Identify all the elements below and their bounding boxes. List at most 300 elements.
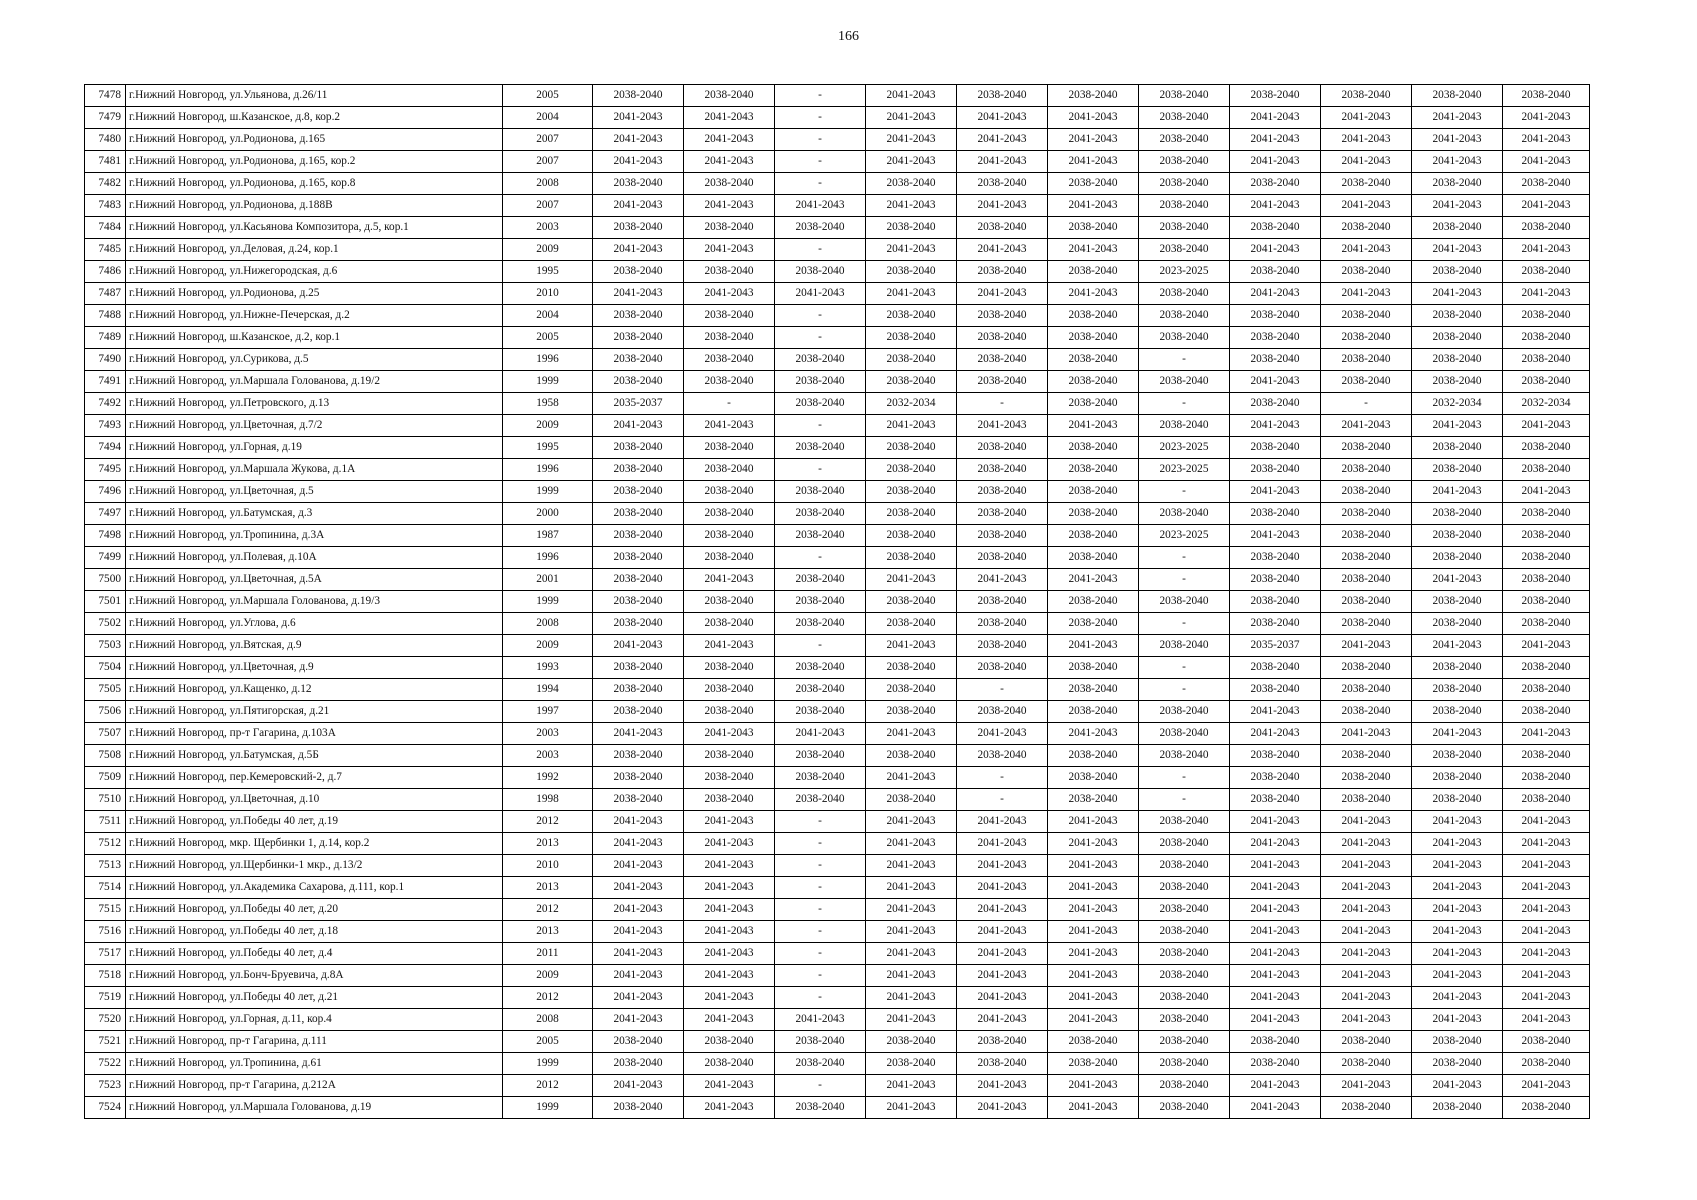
repair-period-cell: 2038-2040 [1503,349,1590,371]
repair-period-cell: 2041-2043 [957,283,1048,305]
repair-period-cell: 2041-2043 [1503,283,1590,305]
repair-period-cell: 2041-2043 [593,107,684,129]
repair-period-cell: 2038-2040 [1412,261,1503,283]
address-cell: г.Нижний Новгород, пр-т Гагарина, д.103А [126,723,503,745]
construction-year-cell: 2003 [503,217,593,239]
repair-period-cell: 2038-2040 [593,701,684,723]
repair-period-cell: 2041-2043 [1412,833,1503,855]
repair-period-cell: 2041-2043 [866,107,957,129]
row-number-cell: 7490 [85,349,126,371]
construction-year-cell: 1995 [503,437,593,459]
repair-period-cell: 2038-2040 [1048,679,1139,701]
construction-year-cell: 2009 [503,239,593,261]
repair-period-cell: 2041-2043 [593,855,684,877]
repair-period-cell: 2038-2040 [1321,85,1412,107]
repair-period-cell: 2032-2034 [1503,393,1590,415]
repair-period-cell: 2038-2040 [1321,547,1412,569]
repair-period-cell: 2038-2040 [684,547,775,569]
repair-period-cell: 2038-2040 [1503,1097,1590,1119]
repair-period-cell: 2038-2040 [1230,217,1321,239]
repair-period-cell: 2041-2043 [1412,569,1503,591]
repair-period-cell: 2038-2040 [1412,679,1503,701]
repair-period-cell: 2035-2037 [593,393,684,415]
table-row [85,591,1590,613]
repair-period-cell: - [775,173,866,195]
construction-year-cell: 2011 [503,943,593,965]
repair-period-cell: 2041-2043 [1321,129,1412,151]
repair-period-cell: 2038-2040 [1503,657,1590,679]
construction-year-cell: 2013 [503,877,593,899]
repair-period-cell: - [775,305,866,327]
repair-period-cell: 2038-2040 [866,525,957,547]
repair-period-cell: 2038-2040 [957,745,1048,767]
row-number-cell: 7501 [85,591,126,613]
repair-period-cell: 2023-2025 [1139,437,1230,459]
repair-period-cell: 2038-2040 [1048,789,1139,811]
repair-period-cell: 2041-2043 [866,635,957,657]
row-number-cell: 7500 [85,569,126,591]
row-number-cell: 7517 [85,943,126,965]
repair-period-cell: 2041-2043 [684,987,775,1009]
repair-period-cell: 2038-2040 [775,525,866,547]
repair-period-cell: 2038-2040 [1412,349,1503,371]
repair-period-cell: 2041-2043 [684,1009,775,1031]
repair-period-cell: - [1139,481,1230,503]
repair-period-cell: 2041-2043 [866,239,957,261]
repair-period-cell: 2038-2040 [684,305,775,327]
table-row [85,393,1590,415]
row-number-cell: 7518 [85,965,126,987]
repair-period-cell: 2038-2040 [1412,85,1503,107]
repair-period-cell: 2038-2040 [957,701,1048,723]
repair-period-cell: - [1321,393,1412,415]
repair-period-cell: 2038-2040 [593,1097,684,1119]
repair-period-cell: 2038-2040 [1412,745,1503,767]
repair-period-cell: 2038-2040 [1321,459,1412,481]
construction-year-cell: 2005 [503,327,593,349]
row-number-cell: 7495 [85,459,126,481]
repair-period-cell: 2038-2040 [1048,349,1139,371]
repair-period-cell: 2041-2043 [1412,855,1503,877]
address-cell: г.Нижний Новгород, ул.Пятигорская, д.21 [126,701,503,723]
repair-period-cell: 2023-2025 [1139,459,1230,481]
repair-period-cell: 2038-2040 [1321,1031,1412,1053]
repair-period-cell: 2041-2043 [593,921,684,943]
repair-period-cell: 2041-2043 [1321,635,1412,657]
address-cell: г.Нижний Новгород, ул.Маршала Голованова, д.19 [126,1097,503,1119]
construction-year-cell: 1999 [503,1053,593,1075]
repair-period-cell: 2038-2040 [1139,85,1230,107]
row-number-cell: 7515 [85,899,126,921]
repair-period-cell: 2038-2040 [1321,701,1412,723]
repair-period-cell: 2041-2043 [684,811,775,833]
repair-period-cell: 2041-2043 [1048,987,1139,1009]
address-cell: г.Нижний Новгород, пр-т Гагарина, д.212А [126,1075,503,1097]
repair-period-cell: 2038-2040 [1412,503,1503,525]
repair-period-cell: 2038-2040 [1139,239,1230,261]
repair-period-cell: 2038-2040 [775,745,866,767]
address-cell: г.Нижний Новгород, ул.Родионова, д.188В [126,195,503,217]
repair-period-cell: 2038-2040 [593,657,684,679]
repair-period-cell: 2038-2040 [1139,745,1230,767]
repair-period-cell: 2038-2040 [593,679,684,701]
repair-period-cell: 2038-2040 [1048,525,1139,547]
repair-period-cell: 2041-2043 [775,195,866,217]
repair-period-cell: 2038-2040 [1139,283,1230,305]
repair-period-cell: - [775,899,866,921]
repair-period-cell: 2041-2043 [957,877,1048,899]
table-row [85,833,1590,855]
repair-period-cell: 2041-2043 [1321,943,1412,965]
repair-period-cell: 2038-2040 [1321,305,1412,327]
repair-period-cell: 2038-2040 [1139,877,1230,899]
repair-period-cell: 2038-2040 [866,459,957,481]
repair-period-cell: 2041-2043 [1048,415,1139,437]
repair-period-cell: 2041-2043 [1321,899,1412,921]
repair-period-cell: 2041-2043 [684,723,775,745]
address-cell: г.Нижний Новгород, ул.Деловая, д.24, кор.1 [126,239,503,261]
repair-period-cell: 2038-2040 [957,349,1048,371]
repair-period-cell: 2041-2043 [684,415,775,437]
repair-period-cell: 2041-2043 [684,151,775,173]
repair-period-cell: 2041-2043 [957,833,1048,855]
repair-period-cell: - [775,877,866,899]
repair-period-cell: 2041-2043 [1048,833,1139,855]
repair-period-cell: 2041-2043 [866,855,957,877]
repair-period-cell: 2041-2043 [957,1009,1048,1031]
row-number-cell: 7507 [85,723,126,745]
repair-period-cell: - [1139,789,1230,811]
repair-period-cell: 2041-2043 [593,987,684,1009]
construction-year-cell: 2010 [503,283,593,305]
table-row [85,195,1590,217]
repair-period-cell: 2041-2043 [1230,1009,1321,1031]
repair-period-cell: 2038-2040 [1048,327,1139,349]
address-cell: г.Нижний Новгород, ул.Петровского, д.13 [126,393,503,415]
construction-year-cell: 2007 [503,129,593,151]
repair-period-cell: 2041-2043 [957,811,1048,833]
repair-period-cell: 2038-2040 [1412,525,1503,547]
repair-period-cell: 2038-2040 [1048,1031,1139,1053]
repair-period-cell: 2038-2040 [1230,767,1321,789]
repair-period-cell: 2038-2040 [1412,459,1503,481]
repair-period-cell: 2041-2043 [593,283,684,305]
repair-period-cell: 2038-2040 [957,591,1048,613]
repair-period-cell: 2038-2040 [957,503,1048,525]
row-number-cell: 7489 [85,327,126,349]
repair-period-cell: 2038-2040 [866,1031,957,1053]
repair-period-cell: 2041-2043 [1048,195,1139,217]
repair-period-cell: 2038-2040 [1048,503,1139,525]
repair-period-cell: 2038-2040 [1412,767,1503,789]
repair-period-cell: 2041-2043 [1503,987,1590,1009]
repair-period-cell: 2038-2040 [1503,547,1590,569]
repair-period-cell: 2041-2043 [866,1009,957,1031]
row-number-cell: 7523 [85,1075,126,1097]
address-cell: г.Нижний Новгород, ул.Маршала Жукова, д.1А [126,459,503,481]
repair-period-cell: 2041-2043 [1230,701,1321,723]
repair-period-cell: 2041-2043 [593,877,684,899]
repair-period-cell: 2038-2040 [1412,657,1503,679]
repair-period-cell: 2041-2043 [1048,723,1139,745]
repair-period-cell: 2041-2043 [1321,239,1412,261]
repair-period-cell: - [1139,569,1230,591]
repair-period-cell: 2038-2040 [866,327,957,349]
repair-period-cell: 2038-2040 [684,767,775,789]
repair-period-cell: 2041-2043 [775,283,866,305]
repair-period-cell: 2038-2040 [684,1053,775,1075]
repair-period-cell: 2041-2043 [1230,987,1321,1009]
repair-period-cell: 2041-2043 [1412,151,1503,173]
repair-period-cell: 2041-2043 [1503,151,1590,173]
repair-period-cell: 2041-2043 [593,943,684,965]
repair-period-cell: 2038-2040 [1048,701,1139,723]
row-number-cell: 7514 [85,877,126,899]
repair-period-cell: 2038-2040 [1139,899,1230,921]
repair-period-cell: 2041-2043 [593,899,684,921]
repair-period-cell: 2041-2043 [866,85,957,107]
table-row [85,613,1590,635]
repair-period-cell: 2038-2040 [1048,393,1139,415]
repair-period-cell: 2038-2040 [684,745,775,767]
repair-period-cell: 2038-2040 [593,349,684,371]
repair-period-cell: 2041-2043 [1412,811,1503,833]
repair-period-cell: 2041-2043 [1412,877,1503,899]
construction-year-cell: 2010 [503,855,593,877]
repair-period-cell: 2038-2040 [866,745,957,767]
repair-period-cell: 2041-2043 [1048,239,1139,261]
repair-period-cell: 2038-2040 [775,481,866,503]
repair-period-cell: 2038-2040 [1412,1053,1503,1075]
repair-period-cell: 2041-2043 [1230,723,1321,745]
repair-period-cell: 2041-2043 [1321,107,1412,129]
row-number-cell: 7497 [85,503,126,525]
repair-period-cell: 2038-2040 [684,173,775,195]
address-cell: г.Нижний Новгород, ул.Углова, д.6 [126,613,503,635]
repair-period-cell: 2038-2040 [1321,745,1412,767]
repair-period-cell: 2038-2040 [1139,943,1230,965]
construction-year-cell: 1999 [503,371,593,393]
repair-period-cell: 2041-2043 [1048,965,1139,987]
repair-period-cell: 2041-2043 [593,415,684,437]
repair-period-cell: 2035-2037 [1230,635,1321,657]
row-number-cell: 7516 [85,921,126,943]
repair-period-cell: 2041-2043 [1503,877,1590,899]
table-row [85,107,1590,129]
repair-period-cell: 2041-2043 [957,239,1048,261]
construction-year-cell: 2004 [503,305,593,327]
repair-period-cell: 2038-2040 [1230,569,1321,591]
repair-period-cell: 2041-2043 [684,943,775,965]
repair-period-cell: 2041-2043 [1321,151,1412,173]
row-number-cell: 7482 [85,173,126,195]
repair-period-cell: 2038-2040 [1412,701,1503,723]
repair-period-cell: 2038-2040 [866,217,957,239]
repair-period-cell: 2038-2040 [1048,481,1139,503]
repair-period-cell: 2041-2043 [593,723,684,745]
repair-period-cell: - [775,415,866,437]
address-cell: г.Нижний Новгород, ул.Цветочная, д.7/2 [126,415,503,437]
registry-body [85,85,1590,1119]
table-row [85,525,1590,547]
repair-period-cell: 2038-2040 [866,371,957,393]
repair-period-cell: 2041-2043 [1048,943,1139,965]
repair-period-cell: - [957,679,1048,701]
table-row [85,569,1590,591]
address-cell: г.Нижний Новгород, ул.Нижегородская, д.6 [126,261,503,283]
repair-period-cell: 2038-2040 [866,261,957,283]
repair-period-cell: 2041-2043 [1503,481,1590,503]
row-number-cell: 7504 [85,657,126,679]
row-number-cell: 7492 [85,393,126,415]
table-row [85,1075,1590,1097]
repair-period-cell: 2038-2040 [1230,393,1321,415]
repair-period-cell: 2041-2043 [593,965,684,987]
construction-year-cell: 2001 [503,569,593,591]
repair-period-cell: 2038-2040 [684,437,775,459]
repair-period-cell: 2038-2040 [1139,415,1230,437]
address-cell: г.Нижний Новгород, ул.Родионова, д.165 [126,129,503,151]
repair-period-cell: - [775,459,866,481]
repair-period-cell: 2038-2040 [775,393,866,415]
repair-period-cell: 2041-2043 [1412,239,1503,261]
repair-period-cell: 2041-2043 [1412,129,1503,151]
row-number-cell: 7481 [85,151,126,173]
repair-period-cell: - [775,943,866,965]
repair-period-cell: 2041-2043 [957,921,1048,943]
repair-period-cell: 2038-2040 [775,437,866,459]
repair-period-cell: 2038-2040 [1503,503,1590,525]
repair-period-cell: 2041-2043 [1503,921,1590,943]
table-row [85,1097,1590,1119]
construction-year-cell: 2012 [503,987,593,1009]
repair-period-cell: 2038-2040 [1230,327,1321,349]
repair-period-cell: 2041-2043 [1230,811,1321,833]
repair-period-cell: 2038-2040 [775,569,866,591]
repair-period-cell: 2041-2043 [684,635,775,657]
construction-year-cell: 1999 [503,481,593,503]
repair-period-cell: 2038-2040 [593,459,684,481]
row-number-cell: 7484 [85,217,126,239]
repair-period-cell: 2038-2040 [775,767,866,789]
repair-period-cell: 2038-2040 [957,525,1048,547]
repair-period-cell: 2041-2043 [684,1075,775,1097]
table-row [85,789,1590,811]
construction-year-cell: 2009 [503,965,593,987]
construction-year-cell: 2005 [503,1031,593,1053]
page-number: 166 [838,29,859,44]
repair-period-cell: 2038-2040 [1139,327,1230,349]
repair-period-cell: 2038-2040 [1048,613,1139,635]
repair-period-cell: 2041-2043 [1230,855,1321,877]
repair-period-cell: 2041-2043 [1230,965,1321,987]
address-cell: г.Нижний Новгород, ул.Цветочная, д.5 [126,481,503,503]
repair-period-cell: 2041-2043 [1412,195,1503,217]
repair-period-cell: 2041-2043 [1503,239,1590,261]
address-cell: г.Нижний Новгород, ул.Касьянова Композитора, д.5, кор.1 [126,217,503,239]
repair-period-cell: 2041-2043 [1048,283,1139,305]
repair-period-cell: 2041-2043 [1321,833,1412,855]
repair-period-cell: 2038-2040 [1139,811,1230,833]
repair-period-cell: 2038-2040 [1048,173,1139,195]
repair-period-cell: 2038-2040 [1048,459,1139,481]
row-number-cell: 7496 [85,481,126,503]
address-cell: г.Нижний Новгород, ул.Батумская, д.3 [126,503,503,525]
repair-period-cell: - [775,635,866,657]
repair-period-cell: 2041-2043 [1503,129,1590,151]
repair-period-cell: 2038-2040 [1321,349,1412,371]
construction-year-cell: 2009 [503,635,593,657]
repair-period-cell: 2041-2043 [1230,877,1321,899]
repair-period-cell: 2038-2040 [593,481,684,503]
repair-period-cell: 2041-2043 [684,855,775,877]
table-row [85,547,1590,569]
repair-period-cell: 2041-2043 [1503,855,1590,877]
table-row [85,261,1590,283]
repair-period-cell: 2038-2040 [1503,789,1590,811]
repair-period-cell: 2038-2040 [1139,833,1230,855]
repair-period-cell: 2041-2043 [1321,855,1412,877]
repair-period-cell: 2038-2040 [1048,767,1139,789]
table-row [85,283,1590,305]
repair-period-cell: 2041-2043 [1230,921,1321,943]
repair-period-cell: 2038-2040 [1230,679,1321,701]
table-row [85,811,1590,833]
repair-period-cell: 2041-2043 [866,877,957,899]
construction-year-cell: 2008 [503,1009,593,1031]
repair-period-cell: - [775,239,866,261]
repair-period-cell: - [775,811,866,833]
repair-period-cell: 2041-2043 [684,1097,775,1119]
repair-period-cell: 2038-2040 [1321,481,1412,503]
repair-period-cell: 2038-2040 [1503,437,1590,459]
repair-period-cell: 2041-2043 [1230,371,1321,393]
repair-period-cell: 2038-2040 [593,613,684,635]
repair-period-cell: 2041-2043 [957,151,1048,173]
repair-period-cell: 2041-2043 [1230,481,1321,503]
repair-period-cell: 2038-2040 [1412,305,1503,327]
table-row [85,349,1590,371]
repair-period-cell: 2038-2040 [1412,173,1503,195]
repair-period-cell: 2038-2040 [775,789,866,811]
repair-period-cell: 2038-2040 [1412,789,1503,811]
repair-period-cell: 2041-2043 [1230,1097,1321,1119]
repair-period-cell: 2041-2043 [1321,877,1412,899]
address-cell: г.Нижний Новгород, ул.Щербинки-1 мкр., д.13/2 [126,855,503,877]
repair-period-cell: 2038-2040 [957,437,1048,459]
repair-period-cell: 2038-2040 [1321,767,1412,789]
repair-period-cell: 2041-2043 [1048,899,1139,921]
repair-period-cell: 2038-2040 [1139,151,1230,173]
repair-period-cell: - [1139,767,1230,789]
repair-period-cell: 2038-2040 [684,459,775,481]
repair-period-cell: 2038-2040 [775,701,866,723]
repair-period-cell: 2023-2025 [1139,261,1230,283]
repair-period-cell: 2038-2040 [957,371,1048,393]
repair-period-cell: 2038-2040 [1321,1053,1412,1075]
repair-period-cell: 2038-2040 [593,767,684,789]
repair-period-cell: 2038-2040 [1321,591,1412,613]
table-row [85,987,1590,1009]
repair-period-cell: 2041-2043 [1503,415,1590,437]
repair-period-cell: 2041-2043 [866,833,957,855]
construction-year-cell: 1994 [503,679,593,701]
repair-period-cell: 2038-2040 [1139,591,1230,613]
repair-period-cell: 2038-2040 [593,1031,684,1053]
repair-period-cell: 2041-2043 [1230,415,1321,437]
repair-period-cell: 2041-2043 [1503,1009,1590,1031]
repair-period-cell: 2038-2040 [1230,305,1321,327]
